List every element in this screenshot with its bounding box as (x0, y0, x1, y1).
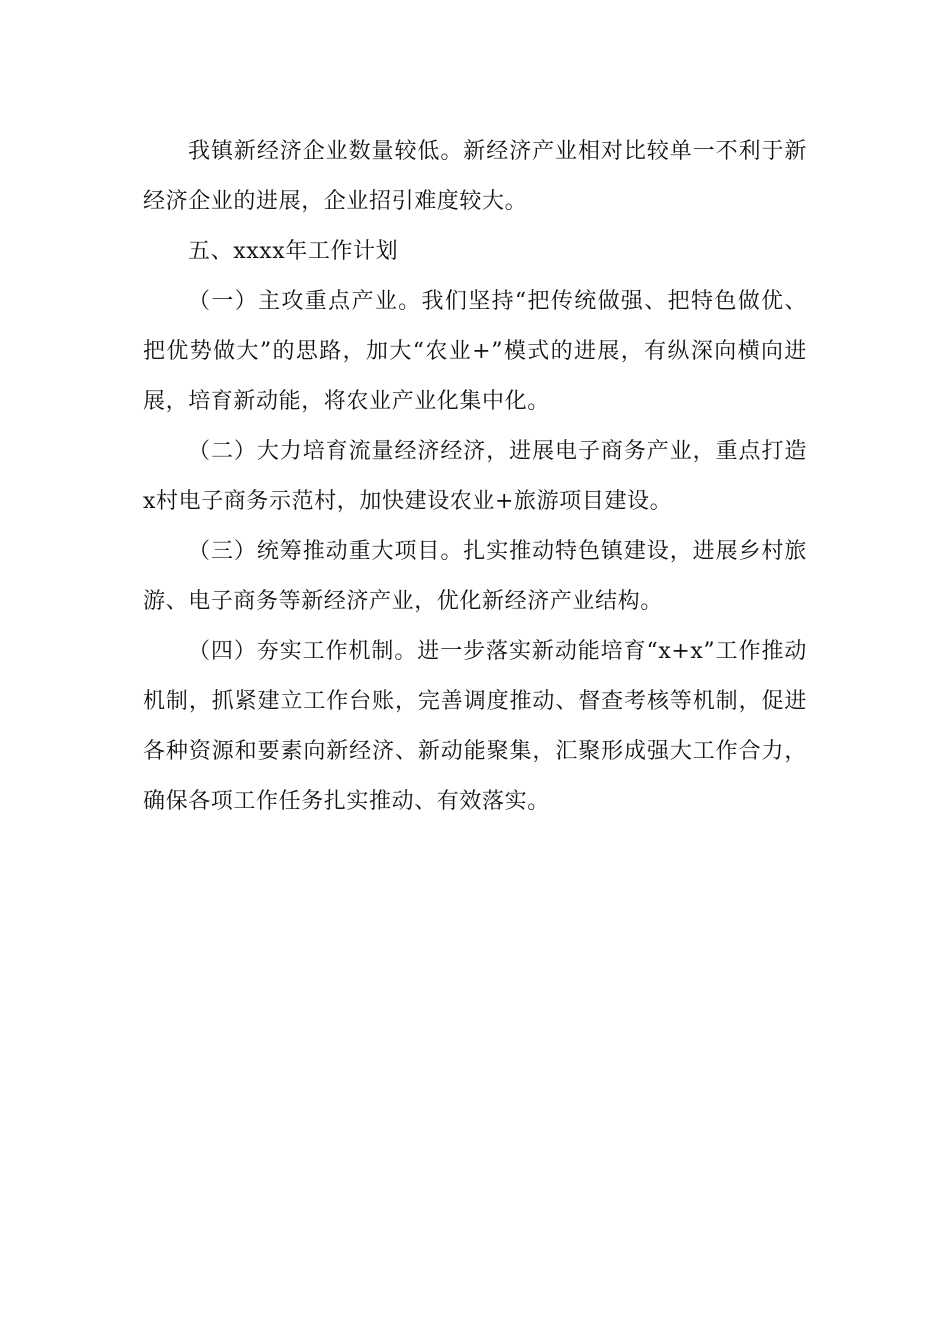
paragraph-plan-item-4: （四）夯实工作机制。进一步落实新动能培育“x+x”工作推动机制，抓紧建立工作台账，完善调度推动、督查考核等机制，促进各种资源和要素向新经济、新动能聚集，汇聚形成强大工作合力，确保各项工作任务扎实推动、有效落实。 (143, 639, 807, 814)
paragraph-plan-item-2: （二）大力培育流量经济经济，进展电子商务产业，重点打造x村电子商务示范村，加快建设农业+旅游项目建设。 (143, 439, 807, 514)
section-heading-work-plan: 五、xxxx年工作计划 (188, 239, 399, 264)
document-body (143, 127, 807, 827)
paragraph-new-economy-status: 我镇新经济企业数量较低。新经济产业相对比较单一不利于新经济企业的进展，企业招引难度较大。 (143, 139, 807, 214)
paragraph-plan-item-1: （一）主攻重点产业。我们坚持“把传统做强、把特色做优、把优势做大”的思路，加大“农业+”模式的进展，有纵深向横向进展，培育新动能，将农业产业化集中化。 (143, 289, 807, 414)
paragraph-plan-item-3: （三）统筹推动重大项目。扎实推动特色镇建设，进展乡村旅游、电子商务等新经济产业，优化新经济产业结构。 (143, 539, 807, 614)
